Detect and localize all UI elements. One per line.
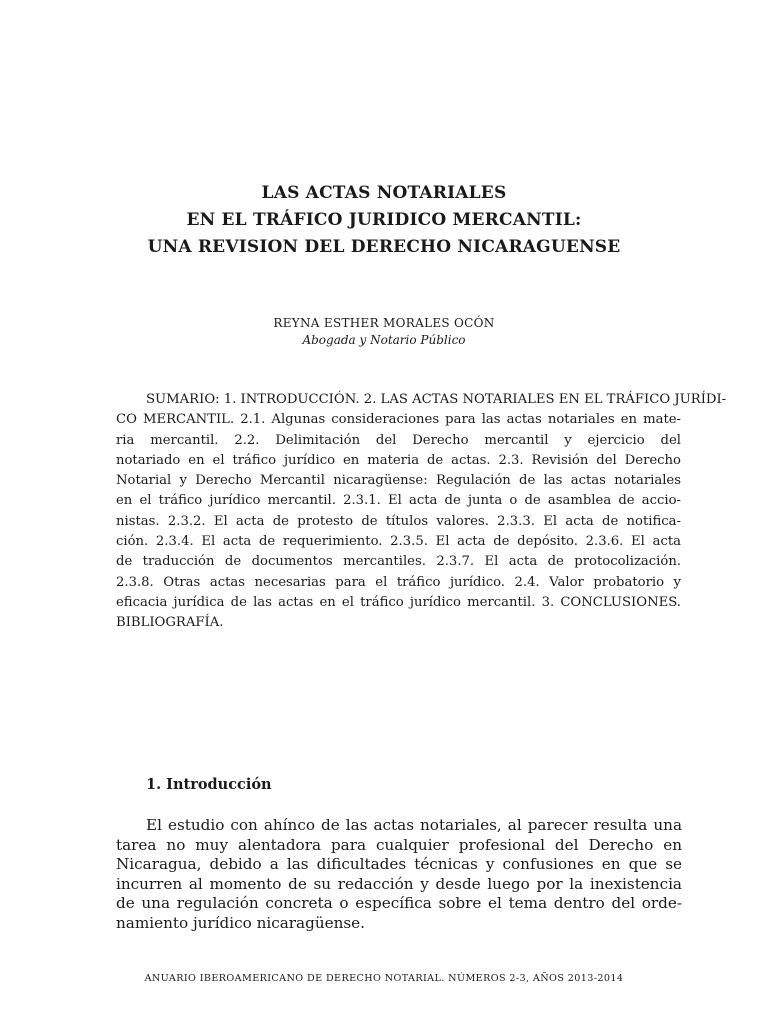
summary-line: Notarial y Derecho Mercantil nicaragüense: Regulación de las actas notariales [116, 473, 681, 489]
article-title [0, 180, 768, 261]
summary-block [116, 390, 727, 634]
author-name: REYNA ESTHER MORALES OCÓN [273, 316, 495, 330]
summary-line: eficacia jurídica de las actas en el tráfico jurídico mercantil. 3. CONCLUSIONES. [116, 594, 681, 610]
paragraph-line: El estudio con ahínco de las actas notariales, al parecer resulta una [146, 816, 682, 834]
title-line-3: UNA REVISION DEL DERECHO NICARAGUENSE [147, 237, 621, 257]
summary-line: ria mercantil. 2.2. Delimitación del Derecho mercantil y ejercicio del [116, 432, 681, 448]
paragraph-line: namiento jurídico nicaragüense. [116, 913, 365, 932]
section-heading: 1. Introducción [146, 776, 272, 793]
summary-line: en el tráfico jurídico mercantil. 2.3.1. El acta de junta o de asamblea de accio- [116, 493, 681, 509]
summary-line: nistas. 2.3.2. El acta de protesto de títulos valores. 2.3.3. El acta de notifica- [116, 513, 681, 529]
paragraph-line: Nicaragua, debido a las dificultades técnicas y confusiones en que se [116, 855, 682, 874]
summary-line: SUMARIO: 1. INTRODUCCIÓN. 2. LAS ACTAS NOTARIALES EN EL TRÁFICO JURÍDI- [146, 392, 727, 407]
page-footer: ANUARIO IBEROAMERICANO DE DERECHO NOTARIAL. NÚMEROS 2-3, AÑOS 2013-2014 [144, 973, 624, 984]
summary-line: CO MERCANTIL. 2.1. Algunas consideraciones para las actas notariales en mate- [116, 412, 681, 428]
paragraph-line: tarea no muy alentadora para cualquier profesional del Derecho en [116, 835, 682, 854]
title-line-2: EN EL TRÁFICO JURIDICO MERCANTIL: [186, 210, 582, 230]
summary-line: BIBLIOGRAFÍA. [116, 615, 224, 631]
summary-line: de traducción de documentos mercantiles. 2.3.7. El acta de protocolización. [116, 554, 681, 570]
summary-line: 2.3.8. Otras actas necesarias para el tráfico jurídico. 2.4. Valor probatorio y [116, 574, 681, 590]
summary-line: ción. 2.3.4. El acta de requerimiento. 2.3.5. El acta de depósito. 2.3.6. El acta [116, 534, 681, 550]
paragraph-line: de una regulación concreta o específica sobre el tema dentro del orde- [116, 894, 682, 913]
author-role: Abogada y Notario Público [302, 333, 466, 347]
intro-paragraph [116, 816, 682, 934]
paragraph-line: incurren al momento de su redacción y desde luego por la inexistencia [116, 874, 682, 893]
summary-line: notariado en el tráfico jurídico en materia de actas. 2.3. Revisión del Derecho [116, 452, 681, 468]
title-line-1: LAS ACTAS NOTARIALES [261, 183, 507, 203]
